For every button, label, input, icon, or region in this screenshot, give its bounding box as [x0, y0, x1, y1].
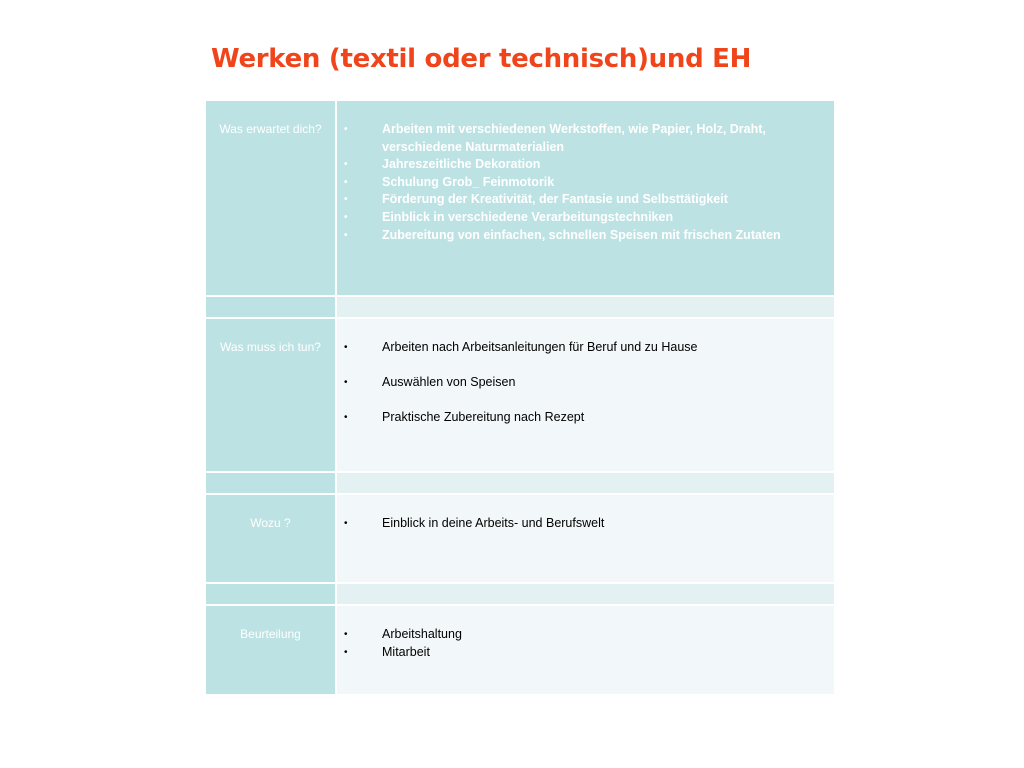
row-label-assessment: Beurteilung [206, 606, 337, 694]
row-label-tasks: Was muss ich tun? [206, 319, 337, 471]
bullet-list [337, 626, 834, 661]
list-item: • Förderung der Kreativität, der Fantasie und Selbsttätigkeit [337, 191, 834, 209]
list-item: • Praktische Zubereitung nach Rezept [337, 409, 834, 427]
spacer-cell [206, 297, 337, 317]
list-item: • Arbeitshaltung [337, 626, 834, 644]
row-content-purpose [337, 495, 834, 582]
spacer-cell [206, 584, 337, 604]
table-row [206, 101, 834, 297]
list-item: • Auswählen von Speisen [337, 374, 834, 392]
list-item: • Jahreszeitliche Dekoration [337, 156, 834, 174]
list-item: • Einblick in verschiedene Verarbeitungstechniken [337, 209, 834, 227]
table-row [206, 606, 834, 694]
list-item: • Arbeiten mit verschiedenen Werkstoffen, wie Papier, Holz, Draht, verschiedene Naturmaterialien [337, 121, 834, 156]
bullet-list [337, 515, 834, 533]
list-item: • Mitarbeit [337, 644, 834, 662]
spacer-cell [337, 473, 834, 493]
list-item: • Arbeiten nach Arbeitsanleitungen für Beruf und zu Hause [337, 339, 834, 357]
row-label-expectations: Was erwartet dich? [206, 101, 337, 295]
spacer-cell [206, 473, 337, 493]
spacer-cell [337, 584, 834, 604]
list-item: • Zubereitung von einfachen, schnellen Speisen mit frischen Zutaten [337, 227, 834, 245]
bullet-list [337, 339, 834, 427]
table-row [206, 319, 834, 473]
row-content-assessment [337, 606, 834, 694]
page-title: Werken (textil oder technisch)und EH [211, 44, 752, 74]
spacer-row [206, 473, 834, 495]
row-label-purpose: Wozu ? [206, 495, 337, 582]
spacer-row [206, 584, 834, 606]
row-content-tasks [337, 319, 834, 471]
spacer-row [206, 297, 834, 319]
row-content-expectations [337, 101, 834, 295]
list-item: • Schulung Grob_ Feinmotorik [337, 174, 834, 192]
list-item: • Einblick in deine Arbeits- und Berufswelt [337, 515, 834, 533]
bullet-list [337, 121, 834, 244]
table-row [206, 495, 834, 584]
info-table [206, 101, 834, 694]
spacer-cell [337, 297, 834, 317]
